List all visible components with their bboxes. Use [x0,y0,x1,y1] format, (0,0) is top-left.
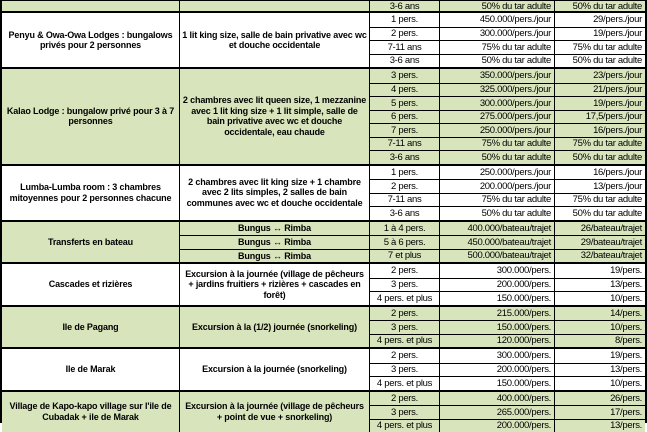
price-eur-cell: 23/pers./jour [555,69,645,83]
category-cell: Ile de Marak [2,349,180,390]
category-cell: Kalao Lodge : bungalow privé pour 3 à 7 personnes [2,69,180,164]
table-section [2,305,645,348]
category-cell: Transferts en bateau [2,222,180,263]
category-cell [2,1,180,11]
party-cell: 3-6 ans [370,206,440,220]
price-idr-cell: 265.000/pers. [440,405,555,419]
party-cell: 7 pers. [370,123,440,137]
price-eur-cell: 13/pers. [555,278,645,292]
party-cell: 7-11 ans [370,193,440,207]
price-eur-cell: 13/pers. [555,419,645,432]
price-eur-cell: 13/pers. [555,363,645,377]
price-idr-cell: 75% du tar adulte [440,137,555,151]
party-cell: 7-11 ans [370,137,440,151]
party-cell: 3 pers. [370,320,440,334]
table-section [2,347,645,390]
price-idr-cell: 75% du tar adulte [440,193,555,207]
price-idr-cell: 200.000/pers. [440,419,555,432]
category-cell: Village de Kapo-kapo village sur l'ile de Cubadak + ile de Marak [2,392,180,432]
price-eur-cell: 29/pers./jour [555,13,645,27]
route-cell: Bungus ↔ Rimba [180,249,370,263]
party-cell: 2 pers. [370,307,440,321]
price-eur-cell: 19/pers. [555,349,645,363]
price-eur-cell: 10/pers. [555,320,645,334]
party-cell: 2 pers. [370,392,440,406]
description-cell: Excursion à la journée (village de pêcheurs + point de vue + snorkeling) [180,392,370,432]
price-idr-cell: 500.000/bateau/trajet [440,249,555,263]
price-idr-cell: 50% du tar adulte [440,150,555,164]
party-cell: 7-11 ans [370,40,440,54]
table-section [2,67,645,164]
price-idr-cell: 200.000/pers. [440,363,555,377]
description-cell: Excursion à la (1/2) journée (snorkeling) [180,307,370,348]
party-cell: 7 et plus [370,249,440,263]
party-cell: 2 pers. [370,179,440,193]
category-cell: Cascades et rizières [2,264,180,305]
price-eur-cell: 29/bateau/trajet [555,235,645,249]
price-idr-cell: 200.000/pers./jour [440,179,555,193]
price-eur-cell: 21/pers./jour [555,83,645,97]
price-eur-cell: 50% du tar adulte [555,206,645,220]
price-eur-cell: 13/pers./jour [555,179,645,193]
table-section [2,1,645,11]
party-cell: 4 pers. et plus [370,334,440,348]
table-section [2,164,645,220]
price-eur-cell: 50% du tar adulte [555,1,645,11]
price-eur-cell: 19/pers. [555,264,645,278]
price-idr-cell: 150.000/pers. [440,376,555,390]
party-cell: 3-6 ans [370,150,440,164]
party-cell: 5 à 6 pers. [370,235,440,249]
party-cell: 3 pers. [370,69,440,83]
table-section [2,220,645,263]
party-cell: 1 à 4 pers. [370,222,440,236]
price-idr-cell: 350.000/pers./jour [440,69,555,83]
price-eur-cell: 75% du tar adulte [555,193,645,207]
price-eur-cell: 75% du tar adulte [555,40,645,54]
party-cell: 3 pers. [370,405,440,419]
party-cell: 1 pers. [370,166,440,180]
route-cell: Bungus ↔ Rimba [180,235,370,249]
price-eur-cell: 32/bateau/trajet [555,249,645,263]
price-idr-cell: 325.000/pers./jour [440,83,555,97]
description-cell [180,1,370,11]
party-cell: 4 pers. et plus [370,376,440,390]
price-idr-cell: 50% du tar adulte [440,1,555,11]
price-eur-cell: 10/pers. [555,291,645,305]
price-idr-cell: 200.000/pers. [440,278,555,292]
price-idr-cell: 300.000/pers./jour [440,27,555,41]
description-cell: 2 chambres avec lit king size + 1 chambre avec 2 lits simples, 2 salles de bain communes avec wc et douche occidentale [180,166,370,220]
party-cell: 3-6 ans [370,54,440,68]
description-cell: 1 lit king size, salle de bain privative avec wc et douche occidentale [180,13,370,67]
price-eur-cell: 75% du tar adulte [555,137,645,151]
party-cell: 3 pers. [370,363,440,377]
price-idr-cell: 300.000/pers. [440,264,555,278]
category-cell: Ile de Pagang [2,307,180,348]
price-idr-cell: 300.000/pers./jour [440,96,555,110]
price-idr-cell: 400.000/pers. [440,392,555,406]
party-cell: 2 pers. [370,264,440,278]
price-idr-cell: 215.000/pers. [440,307,555,321]
party-cell: 2 pers. [370,27,440,41]
party-cell: 1 pers. [370,13,440,27]
table-section [2,11,645,67]
price-idr-cell: 400.000/bateau/trajet [440,222,555,236]
price-eur-cell: 16/pers./jour [555,123,645,137]
price-idr-cell: 450.000/bateau/trajet [440,235,555,249]
party-cell: 2 pers. [370,349,440,363]
price-eur-cell: 50% du tar adulte [555,54,645,68]
price-idr-cell: 75% du tar adulte [440,40,555,54]
party-cell: 4 pers. et plus [370,291,440,305]
party-cell: 6 pers. [370,110,440,124]
price-idr-cell: 250.000/pers./jour [440,166,555,180]
party-cell: 3 pers. [370,278,440,292]
party-cell: 4 pers. [370,83,440,97]
price-idr-cell: 50% du tar adulte [440,54,555,68]
price-idr-cell: 120.000/pers. [440,334,555,348]
description-cell: 2 chambres avec lit queen size, 1 mezzanine avec 1 lit king size + 1 lit simple, salle de bain privative avec wc et douche occidentale, eau chaude [180,69,370,164]
price-eur-cell: 50% du tar adulte [555,150,645,164]
price-idr-cell: 300.000/pers. [440,349,555,363]
party-cell: 5 pers. [370,96,440,110]
price-eur-cell: 10/pers. [555,376,645,390]
price-idr-cell: 275.000/pers./jour [440,110,555,124]
price-idr-cell: 50% du tar adulte [440,206,555,220]
table-section [2,390,645,432]
category-cell: Penyu & Owa-Owa Lodges : bungalows privés pour 2 personnes [2,13,180,67]
price-idr-cell: 150.000/pers. [440,291,555,305]
price-eur-cell: 14/pers. [555,307,645,321]
price-idr-cell: 450.000/pers./jour [440,13,555,27]
party-cell: 4 pers. et plus [370,419,440,432]
price-eur-cell: 8/pers. [555,334,645,348]
price-eur-cell: 19/pers./jour [555,96,645,110]
price-eur-cell: 17,5/pers./jour [555,110,645,124]
price-idr-cell: 250.000/pers./jour [440,123,555,137]
description-cell: Excursion à la journée (snorkeling) [180,349,370,390]
price-eur-cell: 16/pers./jour [555,166,645,180]
party-cell: 3-6 ans [370,1,440,11]
price-eur-cell: 26/pers. [555,392,645,406]
price-eur-cell: 17/pers. [555,405,645,419]
category-cell: Lumba-Lumba room : 3 chambres mitoyennes pour 2 personnes chacune [2,166,180,220]
price-idr-cell: 150.000/pers. [440,320,555,334]
table-section [2,262,645,305]
description-cell: Excursion à la journée (village de pêcheurs + jardins fruitiers + rizières + cascades en forêt) [180,264,370,305]
route-cell: Bungus ↔ Rimba [180,222,370,236]
price-eur-cell: 26/bateau/trajet [555,222,645,236]
price-eur-cell: 19/pers./jour [555,27,645,41]
